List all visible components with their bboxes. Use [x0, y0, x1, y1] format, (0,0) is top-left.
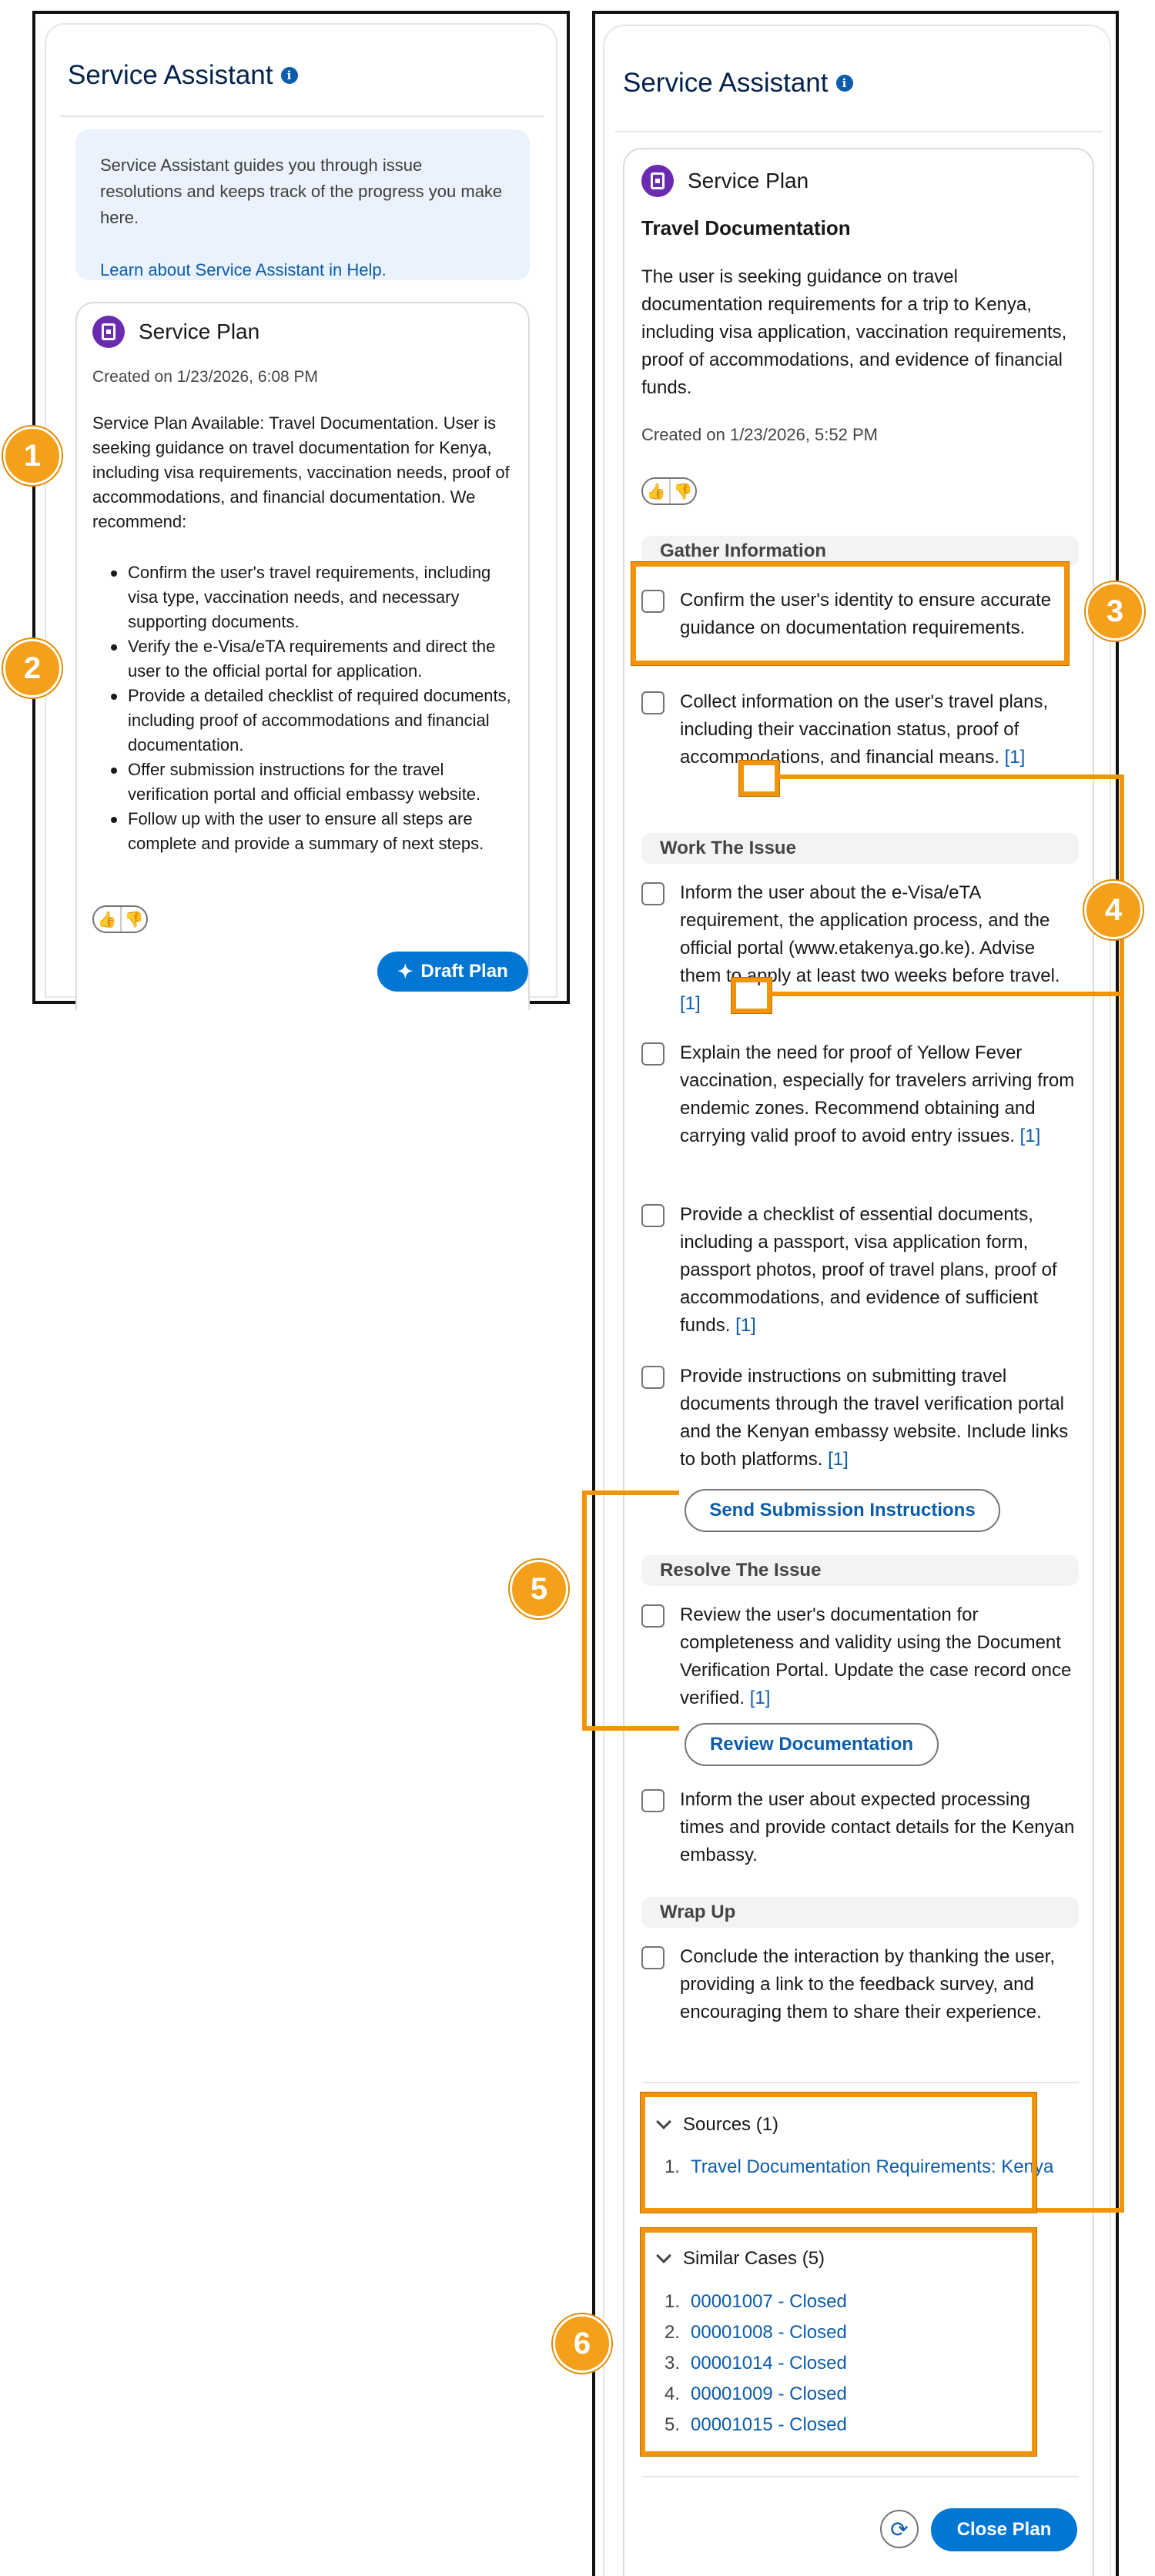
- task-checkbox[interactable]: [641, 1789, 665, 1812]
- task-text: Inform the user about expected processing times and provide contact details for the Kenyan embassy.: [680, 1789, 1075, 1865]
- task-text: Provide instructions on submitting travel documents through the travel verification portal and the Kenyan embassy website. Include links to both platforms.: [680, 1366, 1069, 1470]
- task-checkbox[interactable]: [641, 691, 665, 714]
- plan-description: The user is seeking guidance on travel documentation requirements for a trip to Kenya, including visa application, vaccination requirements, proof of accommodations, and evidence of financial funds.: [641, 266, 1067, 398]
- section-resolve-the-issue: Resolve The Issue: [641, 1555, 1079, 1586]
- case-link[interactable]: 00001008 - Closed: [691, 2322, 847, 2343]
- case-link[interactable]: 00001015 - Closed: [691, 2414, 847, 2435]
- list-item: Offer submission instructions for the travel verification portal and official embassy website.: [108, 758, 516, 807]
- review-documentation-button[interactable]: Review Documentation: [685, 1723, 939, 1766]
- citation-link[interactable]: [1]: [735, 1315, 756, 1336]
- citation-link[interactable]: [1]: [828, 1449, 849, 1470]
- annotation-badge-1: 1: [3, 427, 62, 485]
- left-service-assistant-panel: [45, 23, 557, 998]
- task-item: [641, 879, 1079, 1018]
- plan-title: Service Plan: [139, 319, 260, 343]
- task-text: Review the user's documentation for completeness and validity using the Document Verification Portal. Update the case record once verified.: [680, 1604, 1072, 1708]
- task-text: Inform the user about the e-Visa/eTA requirement, the application process, and the official portal (www.etakenya.go.ke). Advise them to apply at least two weeks before travel.: [680, 882, 1060, 986]
- citation-link[interactable]: [1]: [749, 1688, 771, 1708]
- list-item: Follow up with the user to ensure all steps are complete and provide a summary of next steps.: [108, 807, 516, 856]
- info-icon[interactable]: i: [281, 67, 298, 84]
- task-item: [641, 1601, 1079, 1712]
- panel-title-text: Service Assistant: [623, 68, 829, 98]
- list-number: 2.: [664, 2322, 680, 2343]
- list-item: Verify the e-Visa/eTA requirements and direct the user to the official portal for application.: [108, 634, 516, 684]
- info-icon[interactable]: i: [836, 75, 853, 92]
- feedback-buttons: [641, 477, 697, 505]
- plan-title: Service Plan: [688, 169, 809, 192]
- panel-title-text: Service Assistant: [68, 60, 273, 90]
- recommendation-list: [108, 560, 516, 856]
- section-gather-information: Gather Information: [641, 536, 1079, 567]
- list-item: Provide a detailed checklist of required documents, including proof of accommodations and financial documentation.: [108, 684, 516, 758]
- plan-subject: Travel Documentation: [641, 216, 851, 239]
- thumbs-up-icon[interactable]: 👍: [646, 483, 666, 500]
- divider: [60, 115, 544, 117]
- case-link[interactable]: 00001007 - Closed: [691, 2291, 847, 2312]
- refresh-icon[interactable]: ⟳: [880, 2510, 919, 2548]
- list-number: 1.: [664, 2156, 680, 2177]
- plan-created-date: Created on 1/23/2026, 5:52 PM: [641, 425, 878, 444]
- annotation-highlight-citation: [732, 978, 772, 1013]
- list-number: 5.: [664, 2414, 680, 2435]
- annotation-highlight-similar-cases: [641, 2228, 1036, 2456]
- annotation-badge-4: 4: [1084, 881, 1143, 939]
- task-item: [641, 1039, 1079, 1150]
- task-item: [641, 1786, 1079, 1869]
- citation-link[interactable]: [1]: [680, 993, 701, 1014]
- divider: [615, 131, 1102, 132]
- plan-summary: Service Plan Available: Travel Documentation. User is seeking guidance on travel documentation for Kenya, including visa requirements, vaccination needs, proof of accommodations, and financial documentation. We recommend:: [92, 413, 510, 531]
- task-checkbox[interactable]: [641, 1204, 665, 1227]
- task-checkbox[interactable]: [641, 1366, 665, 1389]
- annotation-bracket: [1032, 774, 1124, 2213]
- task-item: [641, 1363, 1079, 1474]
- left-panel-frame: [32, 11, 570, 1004]
- annotation-badge-3: 3: [1086, 582, 1144, 641]
- list-number: 3.: [664, 2353, 680, 2374]
- task-text: Confirm the user's identity to ensure accurate guidance on documentation requirements.: [680, 590, 1052, 638]
- task-text: Explain the need for proof of Yellow Fever vaccination, especially for travelers arriving from endemic zones. Recommend obtaining and carrying valid proof to avoid entry issues.: [680, 1042, 1075, 1146]
- task-text: Collect information on the user's travel plans, including their vaccination status, proof of accommodations, and financial means.: [680, 691, 1049, 768]
- service-plan-card: [75, 302, 530, 1010]
- annotation-badge-2: 2: [3, 639, 62, 698]
- thumbs-down-icon[interactable]: 👎: [120, 907, 146, 932]
- task-text: Provide a checklist of essential documents, including a passport, visa application form, passport photos, proof of travel plans, proof of accommodations, and evidence of sufficient funds.: [680, 1204, 1057, 1336]
- close-plan-button[interactable]: Close Plan: [931, 2508, 1077, 2551]
- divider: [641, 2082, 1079, 2083]
- task-item: [641, 688, 1079, 771]
- case-link[interactable]: 00001009 - Closed: [691, 2384, 847, 2404]
- panel-title: [68, 60, 298, 91]
- section-wrap-up: Wrap Up: [641, 1897, 1079, 1928]
- annotation-badge-5: 5: [510, 1560, 568, 1618]
- intro-box: [75, 129, 530, 280]
- similar-cases-label: Similar Cases (5): [683, 2248, 825, 2269]
- intro-text: Service Assistant guides you through issue resolutions and keeps track of the progress you make here.: [100, 156, 503, 227]
- sparkle-icon: ✦: [397, 961, 413, 982]
- thumbs-down-icon[interactable]: 👎: [669, 479, 695, 503]
- list-number: 1.: [664, 2291, 680, 2312]
- annotation-highlight-task: [631, 562, 1069, 665]
- task-checkbox[interactable]: [641, 1042, 665, 1066]
- task-item: [641, 1201, 1079, 1340]
- annotation-bracket: [582, 1490, 679, 1731]
- task-item: [641, 1943, 1079, 2026]
- section-work-the-issue: Work The Issue: [641, 833, 1079, 864]
- task-text: Conclude the interaction by thanking the user, providing a link to the feedback survey, and encouraging them to share their experience.: [680, 1946, 1055, 2022]
- send-submission-instructions-button[interactable]: Send Submission Instructions: [685, 1489, 1000, 1532]
- list-item: Confirm the user's travel requirements, including visa type, vaccination needs, and necessary supporting documents.: [108, 560, 516, 634]
- plan-created-date: Created on 1/23/2026, 6:08 PM: [92, 368, 319, 386]
- case-link[interactable]: 00001014 - Closed: [691, 2353, 847, 2374]
- draft-plan-button[interactable]: [377, 952, 528, 992]
- plan-header: [92, 316, 259, 348]
- citation-link[interactable]: [1]: [1019, 1126, 1041, 1146]
- service-plan-icon: [641, 165, 674, 197]
- annotation-badge-6: 6: [553, 2314, 611, 2373]
- sources-label: Sources (1): [683, 2114, 779, 2135]
- draft-plan-label: Draft Plan: [420, 961, 508, 982]
- panel-title: [623, 68, 853, 99]
- task-checkbox[interactable]: [641, 882, 665, 905]
- plan-header: [641, 165, 808, 197]
- thumbs-up-icon[interactable]: 👍: [97, 911, 117, 928]
- annotation-highlight-citation: [739, 761, 779, 796]
- help-link[interactable]: Learn about Service Assistant in Help.: [100, 260, 387, 279]
- list-number: 4.: [664, 2384, 680, 2404]
- feedback-buttons: [92, 905, 148, 933]
- citation-link[interactable]: [1]: [1004, 747, 1026, 768]
- service-plan-icon: [92, 316, 125, 348]
- annotation-highlight-sources: [641, 2093, 1036, 2213]
- task-checkbox[interactable]: [641, 1946, 665, 1969]
- source-link[interactable]: Travel Documentation Requirements: Kenya: [691, 2156, 1054, 2177]
- divider: [641, 2476, 1079, 2477]
